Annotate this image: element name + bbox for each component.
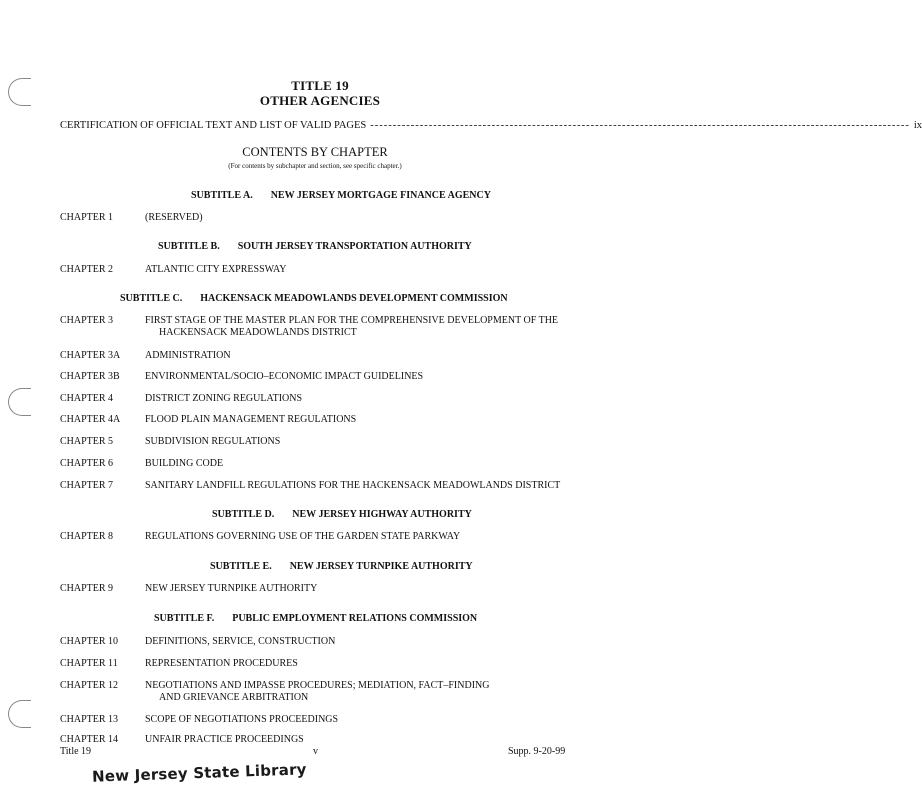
subtitle-a-heading	[191, 190, 491, 201]
chapter-row	[60, 680, 580, 704]
chapter-row	[60, 393, 580, 405]
chapter-row	[60, 436, 580, 448]
chapter-number: CHAPTER 11	[60, 658, 118, 669]
chapter-row	[60, 458, 580, 470]
chapter-title: NEW JERSEY TURNPIKE AUTHORITY	[145, 583, 318, 594]
chapter-title: ADMINISTRATION	[145, 350, 231, 361]
contents-heading: CONTENTS BY CHAPTER	[242, 145, 388, 159]
chapter-title-line: NEGOTIATIONS AND IMPASSE PROCEDURES; MEDIATION, FACT–FINDING	[145, 680, 490, 691]
chapter-title: BUILDING CODE	[145, 458, 224, 469]
chapter-title: DEFINITIONS, SERVICE, CONSTRUCTION	[145, 636, 336, 647]
chapter-row	[60, 212, 580, 224]
chapter-row	[60, 734, 580, 746]
chapter-number: CHAPTER 3B	[60, 371, 120, 382]
certification-leader: ------------------------------------------------------------------------------------------------------------------------	[370, 120, 910, 131]
chapter-number: CHAPTER 3A	[60, 350, 121, 361]
subtitle-name: NEW JERSEY HIGHWAY AUTHORITY	[292, 509, 472, 520]
chapter-number: CHAPTER 2	[60, 264, 114, 275]
contents-note: (For contents by subchapter and section, see specific chapter.)	[228, 162, 402, 170]
subtitle-label: SUBTITLE B.	[158, 241, 220, 252]
subtitle-name: NEW JERSEY MORTGAGE FINANCE AGENCY	[270, 190, 491, 201]
chapter-number: CHAPTER 8	[60, 531, 114, 542]
chapter-row	[60, 414, 580, 426]
chapter-title-continuation: AND GRIEVANCE ARBITRATION	[159, 692, 309, 703]
subtitle-f-heading	[154, 613, 477, 624]
chapter-row	[60, 636, 580, 648]
chapter-number: CHAPTER 3	[60, 315, 114, 326]
subtitle-name: PUBLIC EMPLOYMENT RELATIONS COMMISSION	[232, 613, 478, 624]
footer-right: Supp. 9-20-99	[508, 746, 566, 757]
page-subtitle: OTHER AGENCIES	[259, 93, 381, 108]
chapter-title: (RESERVED)	[145, 212, 203, 223]
subtitle-label: SUBTITLE D.	[212, 509, 275, 520]
chapter-row	[60, 583, 580, 595]
chapter-title: REPRESENTATION PROCEDURES	[145, 658, 298, 669]
chapter-row	[60, 264, 580, 276]
chapter-title	[145, 315, 580, 339]
subtitle-c-heading	[120, 293, 508, 304]
punch-hole-bottom	[8, 700, 31, 728]
chapter-title: DISTRICT ZONING REGULATIONS	[145, 393, 303, 404]
subtitle-label: SUBTITLE F.	[154, 613, 215, 624]
certification-label: CERTIFICATION OF OFFICIAL TEXT AND LIST OF VALID PAGES	[60, 120, 367, 131]
footer-page-number: v	[313, 746, 318, 757]
chapter-title-line: FIRST STAGE OF THE MASTER PLAN FOR THE COMPREHENSIVE DEVELOPMENT OF THE	[145, 315, 559, 326]
subtitle-name: SOUTH JERSEY TRANSPORTATION AUTHORITY	[237, 241, 472, 252]
page-title: TITLE 19	[291, 78, 349, 93]
subtitle-label: SUBTITLE E.	[210, 561, 272, 572]
chapter-title: REGULATIONS GOVERNING USE OF THE GARDEN STATE PARKWAY	[145, 531, 461, 542]
chapter-row	[60, 480, 580, 492]
chapter-number: CHAPTER 4	[60, 393, 114, 404]
chapter-row	[60, 371, 580, 383]
chapter-title: SUBDIVISION REGULATIONS	[145, 436, 281, 447]
chapter-number: CHAPTER 1	[60, 212, 114, 223]
chapter-number: CHAPTER 4A	[60, 414, 121, 425]
chapter-row	[60, 714, 580, 726]
library-stamp: New Jersey State Library	[91, 760, 307, 786]
subtitle-e-heading	[210, 561, 473, 572]
chapter-number: CHAPTER 5	[60, 436, 114, 447]
chapter-title: UNFAIR PRACTICE PROCEEDINGS	[145, 734, 304, 745]
chapter-row	[60, 315, 580, 339]
chapter-row	[60, 531, 580, 543]
subtitle-d-heading	[212, 509, 472, 520]
subtitle-b-heading	[158, 241, 472, 252]
chapter-number: CHAPTER 7	[60, 480, 114, 491]
footer-left: Title 19	[60, 746, 92, 757]
chapter-number: CHAPTER 10	[60, 636, 119, 647]
chapter-title: FLOOD PLAIN MANAGEMENT REGULATIONS	[145, 414, 357, 425]
chapter-number: CHAPTER 9	[60, 583, 114, 594]
chapter-number: CHAPTER 13	[60, 714, 119, 725]
chapter-number: CHAPTER 6	[60, 458, 114, 469]
chapter-title: SCOPE OF NEGOTIATIONS PROCEEDINGS	[145, 714, 339, 725]
subtitle-name: HACKENSACK MEADOWLANDS DEVELOPMENT COMMISSION	[200, 293, 508, 304]
chapter-row	[60, 350, 580, 362]
chapter-title: ATLANTIC CITY EXPRESSWAY	[145, 264, 287, 275]
chapter-number: CHAPTER 14	[60, 734, 119, 745]
subtitle-label: SUBTITLE C.	[120, 293, 183, 304]
chapter-number: CHAPTER 12	[60, 680, 119, 691]
certification-page: ix	[913, 120, 922, 131]
subtitle-label: SUBTITLE A.	[191, 190, 253, 201]
chapter-title: ENVIRONMENTAL/SOCIO–ECONOMIC IMPACT GUIDELINES	[145, 371, 424, 382]
chapter-title-continuation: HACKENSACK MEADOWLANDS DISTRICT	[159, 327, 357, 338]
chapter-title: SANITARY LANDFILL REGULATIONS FOR THE HACKENSACK MEADOWLANDS DISTRICT	[145, 480, 561, 491]
certification-line	[60, 120, 922, 131]
chapter-row	[60, 658, 580, 670]
chapter-title	[145, 680, 580, 704]
subtitle-name: NEW JERSEY TURNPIKE AUTHORITY	[289, 561, 473, 572]
punch-hole-middle	[8, 388, 31, 416]
